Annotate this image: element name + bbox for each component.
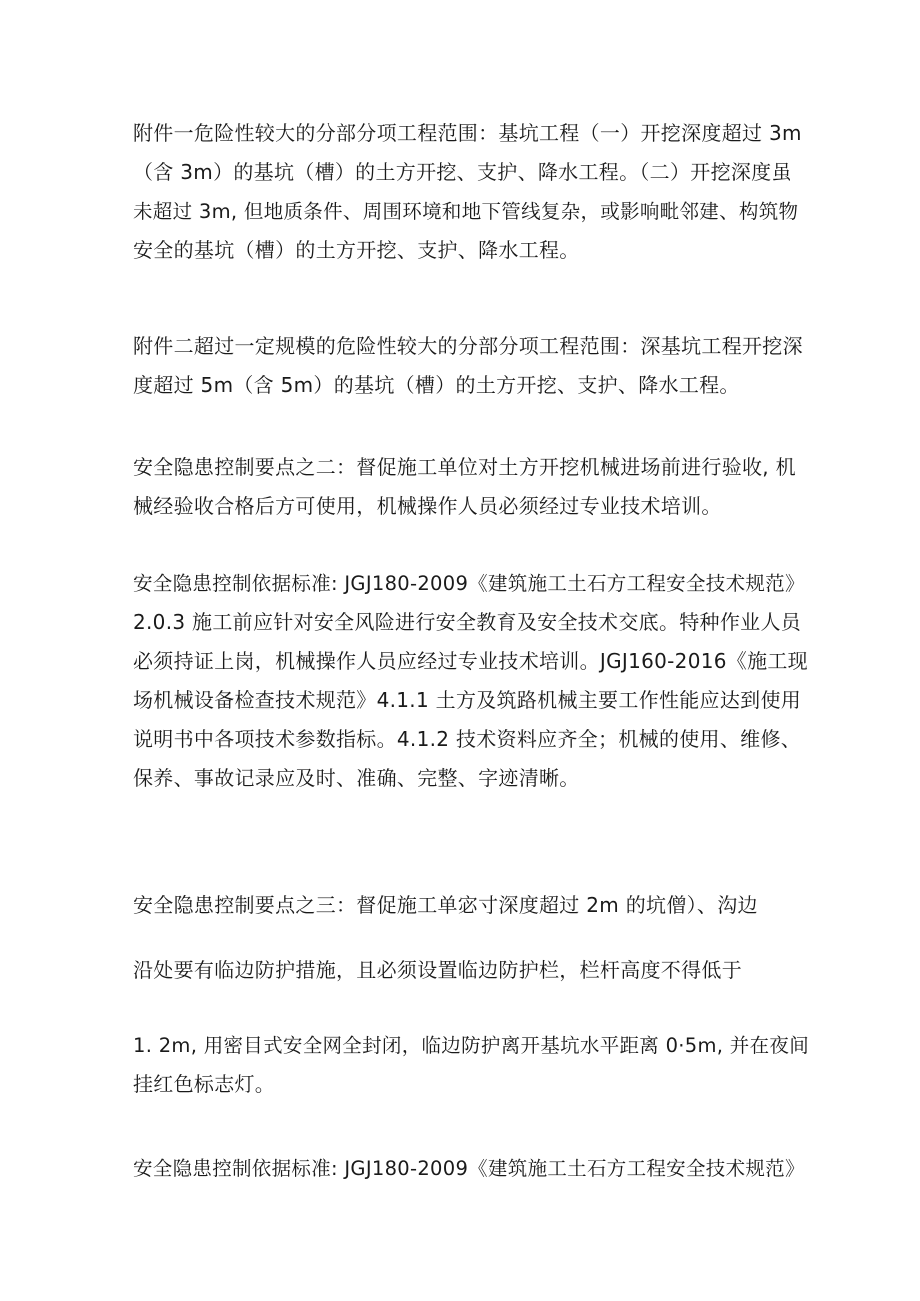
paragraph-control-point-two bbox=[133, 448, 813, 526]
text-line: 安全隐患控制依据标准: JGJ180-2009《建筑施工土石方工程安全技术规范》 bbox=[133, 1157, 805, 1180]
paragraph-appendix-two bbox=[133, 327, 813, 405]
text-line: （含 3m）的基坑（槽）的土方开挖、支护、降水工程。（二）开挖深度虽 bbox=[133, 160, 792, 184]
text-line: 安全隐患控制依据标准: JGJ180-2009《建筑施工土石方工程安全技术规范》 bbox=[133, 572, 805, 595]
paragraph-control-standard-one bbox=[133, 564, 813, 798]
paragraph-control-standard-two bbox=[133, 1149, 813, 1188]
text-line: 附件一危险性较大的分部分项工程范围：基坑工程（一）开挖深度超过 3m bbox=[133, 121, 802, 145]
text-line: 沿处要有临边防护措施，且必须设置临边防护栏，栏杆高度不得低于 bbox=[133, 958, 742, 982]
text-line: 挂红色标志灯。 bbox=[133, 1072, 276, 1096]
paragraph-appendix-one bbox=[133, 114, 813, 270]
text-line: 说明书中各项技术参数指标。4.1.2 技术资料应齐全；机械的使用、维修、 bbox=[133, 727, 802, 751]
text-line: 附件二超过一定规模的危险性较大的分部分项工程范围：深基坑工程开挖深 bbox=[133, 334, 803, 358]
text-line: 场机械设备检查技术规范》4.1.1 土方及筑路机械主要工作性能应达到使用 bbox=[133, 688, 802, 712]
text-line: 械经验收合格后方可使用，机械操作人员必须经过专业技术培训。 bbox=[133, 494, 722, 518]
text-line: 安全隐患控制要点之二：督促施工单位对土方开挖机械进场前进行验收, 机 bbox=[133, 455, 796, 479]
text-line: 度超过 5m（含 5m）的基坑（槽）的土方开挖、支护、降水工程。 bbox=[133, 373, 740, 397]
text-line: 安全的基坑（槽）的土方开挖、支护、降水工程。 bbox=[133, 238, 580, 262]
paragraph-safety-net bbox=[133, 1026, 813, 1104]
text-line: 安全隐患控制要点之三：督促施工单宓寸深度超过 2m 的坑僧）、沟边 bbox=[133, 893, 758, 917]
text-line: 未超过 3m, 但地质条件、周围环境和地下管线复杂，或影响毗邻建、构筑物 bbox=[133, 200, 799, 223]
paragraph-control-point-three bbox=[133, 886, 813, 925]
text-line: 保养、事故记录应及时、准确、完整、字迹清晰。 bbox=[133, 766, 580, 790]
text-line: 必须持证上岗，机械操作人员应经过专业技术培训。JGJ160-2016《施工现 bbox=[133, 649, 808, 673]
text-line: 2.0.3 施工前应针对安全风险进行安全教育及安全技术交底。特种作业人员 bbox=[133, 610, 802, 634]
paragraph-edge-protection bbox=[133, 951, 813, 990]
text-line: 1. 2m, 用密目式安全网全封闭，临边防护离开基坑水平距离 0·5m, 并在夜间 bbox=[133, 1034, 810, 1057]
